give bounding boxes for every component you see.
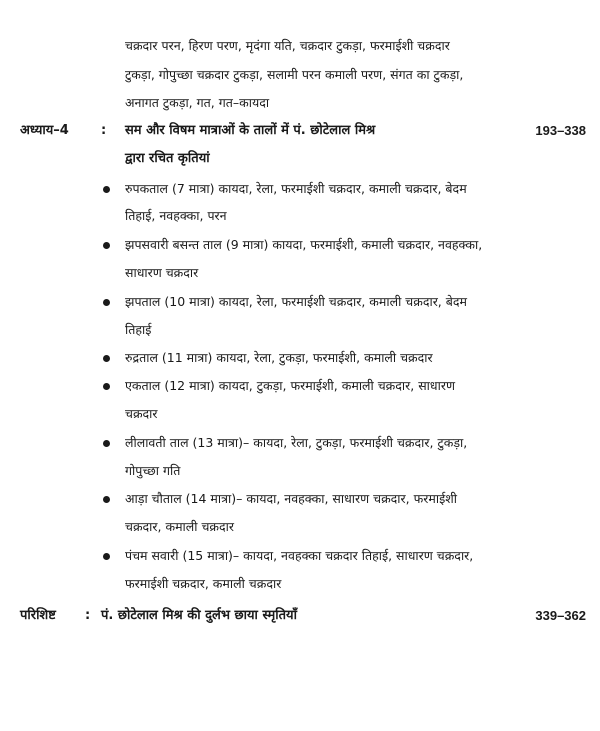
bullet-icon	[103, 383, 110, 390]
item-2-line-2: साधारण चक्रदार	[125, 265, 199, 280]
bullet-icon	[103, 355, 110, 362]
bullet-icon	[103, 186, 110, 193]
item-7-line-2: चक्रदार, कमाली चक्रदार	[125, 519, 234, 534]
item-4-line-1: रुद्रताल (11 मात्रा) कायदा, रेला, टुकड़ा, फरमाईशी, कमाली चक्रदार	[125, 350, 433, 365]
chapter-4-pages: 193–338	[535, 123, 586, 138]
item-3-line-2: तिहाई	[125, 322, 152, 337]
item-6-line-2: गोपुच्छा गति	[125, 463, 181, 478]
item-7-line-1: आड़ा चौताल (14 मात्रा)– कायदा, नवहक्का, साधारण चक्रदार, फरमाईशी	[125, 491, 457, 506]
bullet-icon	[103, 553, 110, 560]
chapter-4-label: अध्याय–4	[20, 123, 69, 138]
appendix-label: परिशिष्ट	[20, 608, 56, 623]
continuation-line-3: अनागत टुकड़ा, गत, गत–कायदा	[125, 95, 270, 110]
item-8-line-2: फरमाईशी चक्रदार, कमाली चक्रदार	[125, 576, 282, 591]
continuation-line-1: चक्रदार परन, हिरण परण, मृदंगा यति, चक्रदार टुकड़ा, फरमाईशी चक्रदार	[125, 38, 450, 53]
continuation-line-2: टुकड़ा, गोपुच्छा चक्रदार टुकड़ा, सलामी परन कमाली परण, संगत का टुकड़ा,	[125, 67, 464, 82]
item-1-line-2: तिहाई, नवहक्का, परन	[125, 208, 227, 223]
bullet-icon	[103, 299, 110, 306]
item-1-line-1: रुपकताल (7 मात्रा) कायदा, रेला, फरमाईशी चक्रदार, कमाली चक्रदार, बेदम	[125, 181, 467, 196]
chapter-4-title-line-1: सम और विषम मात्राओं के तालों में पं. छोटेलाल मिश्र	[125, 123, 376, 138]
item-2-line-1: झपसवारी बसन्त ताल (9 मात्रा) कायदा, फरमाईशी, कमाली चक्रदार, नवहक्का,	[125, 237, 483, 252]
chapter-4-title-line-2: द्वारा रचित कृतियां	[125, 151, 210, 166]
chapter-4-colon: :	[101, 123, 107, 138]
appendix-colon: :	[85, 608, 91, 623]
bullet-icon	[103, 440, 110, 447]
item-3-line-1: झपताल (10 मात्रा) कायदा, रेला, फरमाईशी चक्रदार, कमाली चक्रदार, बेदम	[125, 294, 468, 309]
item-5-line-2: चक्रदार	[125, 406, 158, 421]
appendix-title: पं. छोटेलाल मिश्र की दुर्लभ छाया स्मृतियाँ	[101, 608, 297, 623]
item-8-line-1: पंचम सवारी (15 मात्रा)– कायदा, नवहक्का चक्रदार तिहाई, साधारण चक्रदार,	[125, 548, 474, 563]
bullet-icon	[103, 496, 110, 503]
appendix-pages: 339–362	[535, 608, 586, 623]
bullet-icon	[103, 242, 110, 249]
item-6-line-1: लीलावती ताल (13 मात्रा)– कायदा, रेला, टुकड़ा, फरमाईशी चक्रदार, टुकड़ा,	[125, 435, 468, 450]
item-5-line-1: एकताल (12 मात्रा) कायदा, टुकड़ा, फरमाईशी, कमाली चक्रदार, साधारण	[125, 378, 455, 393]
